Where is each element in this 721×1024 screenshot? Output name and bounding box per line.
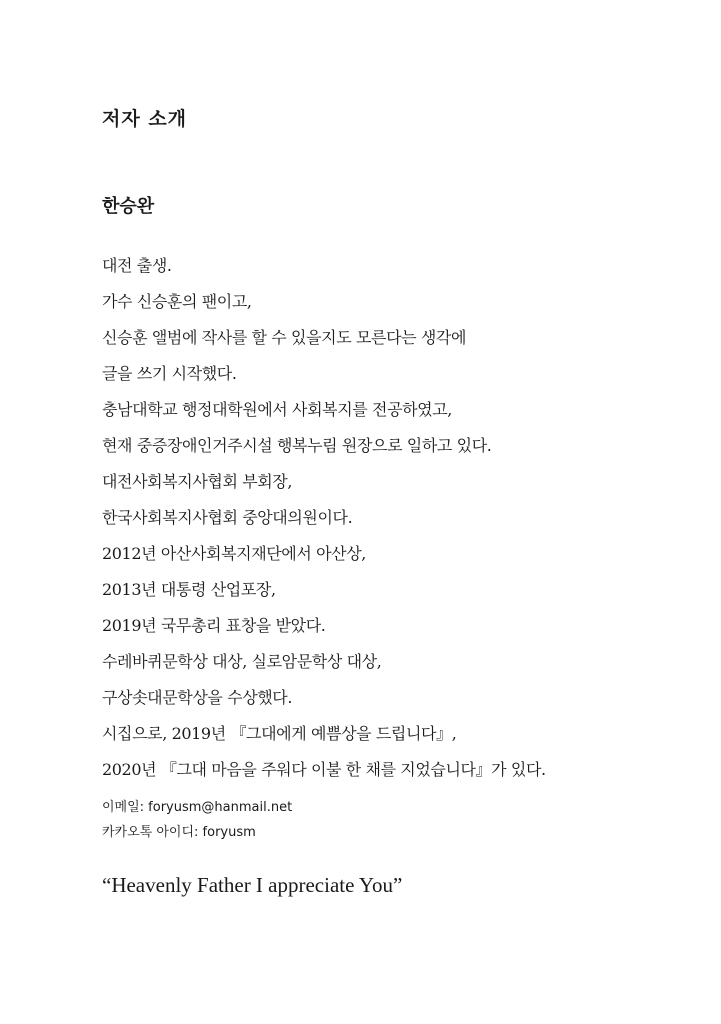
bio-line: 구상솟대문학상을 수상했다. <box>102 688 293 707</box>
bio-line: 한국사회복지사협회 중앙대의원이다. <box>102 508 353 527</box>
email-line: 이메일: foryusm@hanmail.net <box>102 800 293 815</box>
bio-line: 시집으로, 2019년 『그대에게 예쁨상을 드립니다』, <box>102 724 457 743</box>
bio-line: 2013년 대통령 산업포장, <box>102 580 276 599</box>
bio-line: 충남대학교 행정대학원에서 사회복지를 전공하였고, <box>102 400 452 419</box>
section-title: 저자 소개 <box>102 108 188 130</box>
bio-line: 글을 쓰기 시작했다. <box>102 364 237 383</box>
bio-line: 2020년 『그대 마음을 주워다 이불 한 채를 지었습니다』가 있다. <box>102 760 546 779</box>
bio-line: 대전사회복지사협회 부회장, <box>102 472 293 491</box>
bio-line: 신승훈 앨범에 작사를 할 수 있을지도 모른다는 생각에 <box>102 328 467 347</box>
bio-line: 2019년 국무총리 표창을 받았다. <box>102 616 326 635</box>
bio-line: 가수 신승훈의 팬이고, <box>102 292 252 311</box>
contact-info <box>102 795 292 845</box>
bio-line: 2012년 아산사회복지재단에서 아산상, <box>102 544 366 563</box>
author-bio <box>102 252 702 792</box>
closing-quote: “Heavenly Father I appreciate You” <box>102 873 403 897</box>
author-name: 한승완 <box>102 196 155 217</box>
bio-line: 현재 중증장애인거주시설 행복누림 원장으로 일하고 있다. <box>102 436 492 455</box>
bio-line: 대전 출생. <box>102 256 172 275</box>
kakao-id-line: 카카오톡 아이디: foryusm <box>102 825 256 840</box>
bio-line: 수레바퀴문학상 대상, 실로암문학상 대상, <box>102 652 382 671</box>
